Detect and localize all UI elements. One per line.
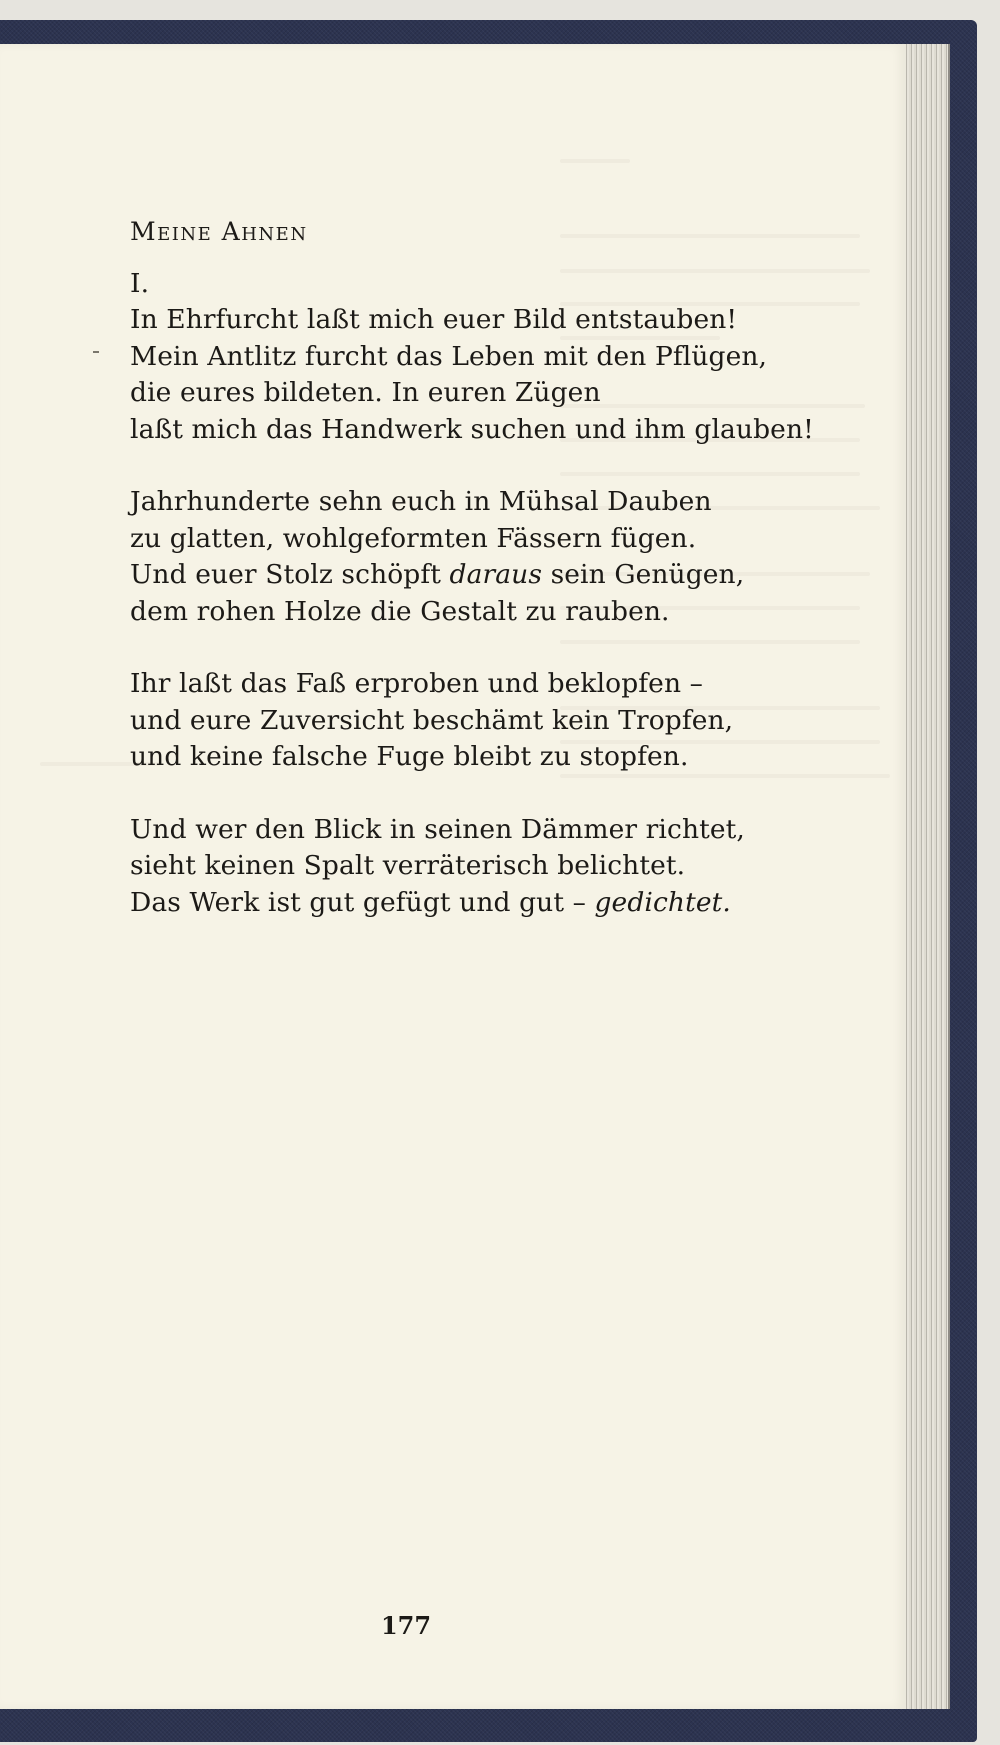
poem-line (130, 375, 830, 412)
page-number: 177 (380, 1611, 432, 1640)
line-text: Ihr laßt das Faß erproben und beklopfen – (130, 668, 703, 699)
poem-line (130, 885, 830, 922)
line-text: Und euer Stolz schöpft (130, 559, 450, 590)
poem-line (130, 703, 830, 740)
poem-title: Meine Ahnen (130, 217, 308, 246)
stanza (130, 484, 830, 630)
poem-line (130, 666, 830, 703)
line-text: laßt mich das Handwerk suchen und ihm glauben! (130, 413, 814, 445)
line-text: und eure Zuversicht beschämt kein Tropfen, (130, 704, 734, 736)
poem (130, 214, 830, 957)
poem-line (130, 412, 830, 449)
line-text: sieht keinen Spalt verräterisch belichtet. (130, 850, 686, 881)
poem-line (130, 812, 830, 849)
line-text: Mein Antlitz furcht das Leben mit den Pflügen, (130, 340, 768, 372)
stanza (130, 302, 830, 448)
italic-text: daraus (449, 559, 543, 590)
poem-line (130, 557, 830, 594)
poem-line (130, 848, 830, 885)
line-text: die eures bildeten. In euren Zügen (130, 377, 601, 408)
stanza (130, 666, 830, 776)
line-text: In Ehrfurcht laßt mich euer Bild entstauben! (130, 304, 738, 335)
line-text: Das Werk ist gut gefügt und gut – (130, 886, 595, 918)
poem-line (130, 484, 830, 521)
poem-line (130, 739, 830, 776)
poem-line (130, 521, 830, 558)
book-page (0, 44, 906, 1709)
line-text: sein Genügen, (542, 559, 745, 590)
poem-line (130, 302, 830, 339)
line-text: Jahrhunderte sehn euch in Mühsal Dauben (130, 486, 712, 517)
poem-line (130, 339, 830, 376)
page-edges (904, 44, 950, 1709)
line-text: zu glatten, wohlgeformten Fässern fügen. (130, 522, 697, 554)
line-text: dem rohen Holze die Gestalt zu rauben. (130, 595, 670, 627)
stanzas (130, 302, 830, 921)
margin-mark (93, 351, 99, 353)
section-number: I. (130, 268, 150, 299)
line-text: und keine falsche Fuge bleibt zu stopfen. (130, 741, 689, 772)
stanza (130, 812, 830, 922)
line-text: Und wer den Blick in seinen Dämmer richtet, (130, 813, 745, 845)
poem-line (130, 594, 830, 631)
italic-text: gedichtet. (594, 886, 731, 918)
